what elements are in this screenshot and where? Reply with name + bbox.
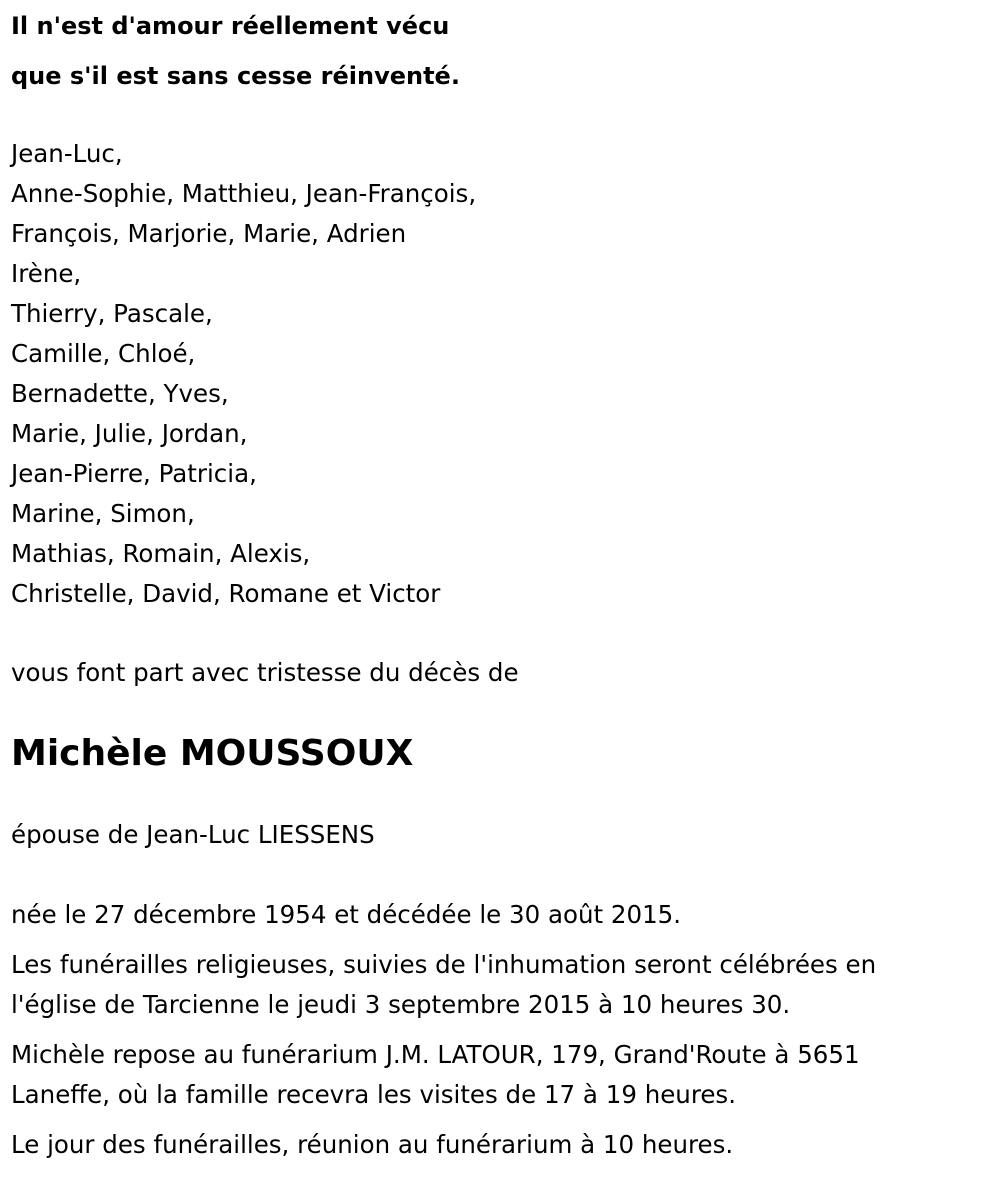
funeral-paragraph	[11, 945, 986, 1025]
repose-line-2: Laneffe, où la famille recevra les visites de 17 à 19 heures.	[11, 1080, 736, 1109]
epigraph	[11, 0, 986, 101]
family-line: Jean-Pierre, Patricia,	[11, 459, 257, 488]
repose-paragraph	[11, 1035, 986, 1115]
epigraph-line-2: que s'il est sans cesse réinventé.	[11, 62, 460, 90]
family-line: Camille, Chloé,	[11, 339, 196, 368]
family-line: Irène,	[11, 259, 82, 288]
family-line: François, Marjorie, Marie, Adrien	[11, 219, 407, 248]
birth-death-dates: née le 27 décembre 1954 et décédée le 30 août 2015.	[11, 900, 682, 929]
family-line: Mathias, Romain, Alexis,	[11, 539, 311, 568]
deceased-name: Michèle MOUSSOUX	[11, 733, 414, 774]
spouse-line: épouse de Jean-Luc LIESSENS	[11, 820, 375, 849]
family-line: Thierry, Pascale,	[11, 299, 213, 328]
funeral-line-1: Les funérailles religieuses, suivies de l'inhumation seront célébrées en	[11, 950, 877, 979]
epigraph-line-1: Il n'est d'amour réellement vécu	[11, 12, 450, 40]
family-line: Marine, Simon,	[11, 499, 195, 528]
family-line: Christelle, David, Romane et Victor	[11, 579, 441, 608]
funeral-line-2: l'église de Tarcienne le jeudi 3 septembre 2015 à 10 heures 30.	[11, 990, 791, 1019]
meeting-paragraph: Le jour des funérailles, réunion au funérarium à 10 heures.	[11, 1130, 734, 1159]
announcement-intro: vous font part avec tristesse du décès de	[11, 658, 519, 687]
obituary-text	[11, 0, 986, 1165]
family-line: Anne-Sophie, Matthieu, Jean-François,	[11, 179, 477, 208]
family-line: Bernadette, Yves,	[11, 379, 229, 408]
family-line: Jean-Luc,	[11, 139, 123, 168]
family-list	[11, 134, 986, 614]
family-line: Marie, Julie, Jordan,	[11, 419, 248, 448]
repose-line-1: Michèle repose au funérarium J.M. LATOUR, 179, Grand'Route à 5651	[11, 1040, 860, 1069]
